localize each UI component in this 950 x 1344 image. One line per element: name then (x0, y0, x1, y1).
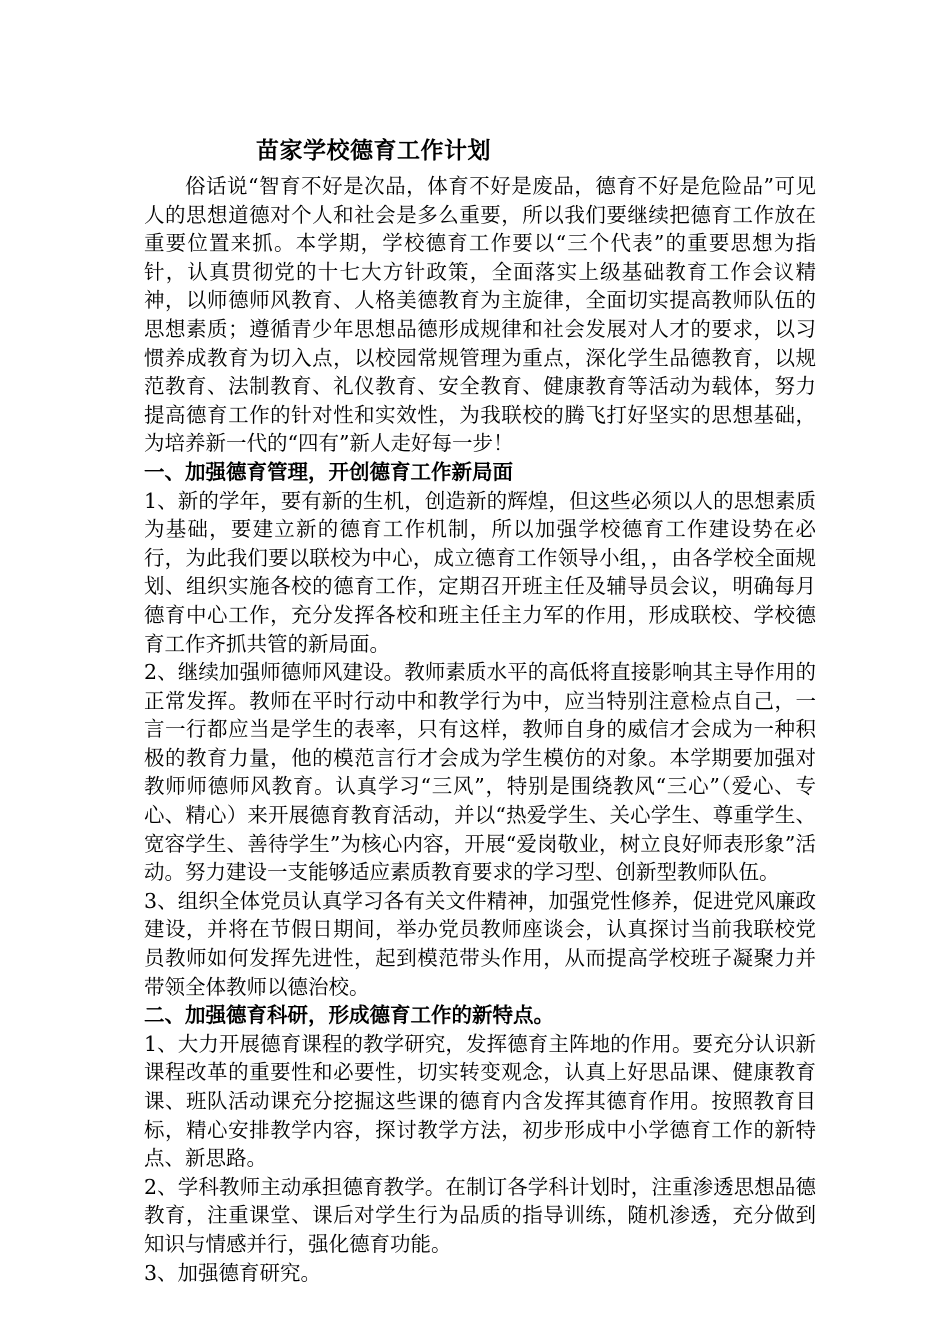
section-heading-2: 二、加强德育科研，形成德育工作的新特点。 (144, 1003, 554, 1028)
section-1-paragraph-2: 2、继续加强师德师风建设。教师素质水平的高低将直接影响其主导作用的正常发挥。教师在平时行动中和教学行为中，应当特别注意检点自己，一言一行都应当是学生的表率，只有这样，教师自身的威信才会成为一种积极的教育力量，他的模范言行才会成为学生模仿的对象。本学期要加强对教师师德师风教育。认真学习“三风”，特别是围绕教风“三心”（爱心、专心、精心）来开展德育教育活动，并以“热爱学生、关心学生、尊重学生、宽容学生、善待学生”为核心内容，开展“爱岗敬业，树立良好师表形象”活动。努力建设一支能够适应素质教育要求的学习型、创新型教师队伍。 (144, 660, 816, 885)
section-1-paragraph-1: 1、新的学年，要有新的生机，创造新的辉煌，但这些必须以人的思想素质为基础，要建立新的德育工作机制，所以加强学校德育工作建设势在必行，为此我们要以联校为中心，成立德育工作领导小组，，由各学校全面规划、组织实施各校的德育工作，定期召开班主任及辅导员会议，明确每月德育中心工作，充分发挥各校和班主任主力军的作用，形成联校、学校德育工作齐抓共管的新局面。 (144, 488, 816, 656)
section-2-paragraph-3: 3、加强德育研究。 (144, 1260, 322, 1285)
section-2-paragraph-1: 1、大力开展德育课程的教学研究，发挥德育主阵地的作用。要充分认识新课程改革的重要性和必要性，切实转变观念，认真上好思品课、健康教育课、班队活动课充分挖掘这些课的德育内含发挥其德育作用。按照教育目标，精心安排教学内容，探讨教学方法，初步形成中小学德育工作的新特点、新思路。 (144, 1031, 816, 1171)
document-body (144, 172, 816, 1287)
document-title: 苗家学校德育工作计划 (256, 138, 491, 164)
section-2-paragraph-2: 2、学科教师主动承担德育教学。在制订各学科计划时，注重渗透思想品德教育，注重课堂、课后对学生行为品质的指导训练，随机渗透，充分做到知识与情感并行，强化德育功能。 (144, 1174, 816, 1256)
section-heading-1: 一、加强德育管理，开创德育工作新局面 (144, 459, 513, 484)
section-1-paragraph-3: 3、组织全体党员认真学习各有关文件精神，加强党性修养，促进党风廉政建设，并将在节假日期间，举办党员教师座谈会，认真探讨当前我联校党员教师如何发挥先进性，起到模范带头作用，从而提高学校班子凝聚力并带领全体教师以德治校。 (144, 888, 816, 999)
intro-paragraph: 俗话说“智育不好是次品，体育不好是废品，德育不好是危险品”可见人的思想道德对个人和社会是多么重要，所以我们要继续把德育工作放在重要位置来抓。本学期，学校德育工作要以“三个代表”的重要思想为指针，认真贯彻党的十七大方针政策，全面落实上级基础教育工作会议精神，以师德师风教育、人格美德教育为主旋律，全面切实提高教师队伍的思想素质；遵循青少年思想品德形成规律和社会发展对人才的要求，以习惯养成教育为切入点，以校园常规管理为重点，深化学生品德教育，以规范教育、法制教育、礼仪教育、安全教育、健康教育等活动为载体，努力提高德育工作的针对性和实效性，为我联校的腾飞打好坚实的思想基础，为培养新一代的“四有”新人走好每一步！ (144, 174, 816, 456)
